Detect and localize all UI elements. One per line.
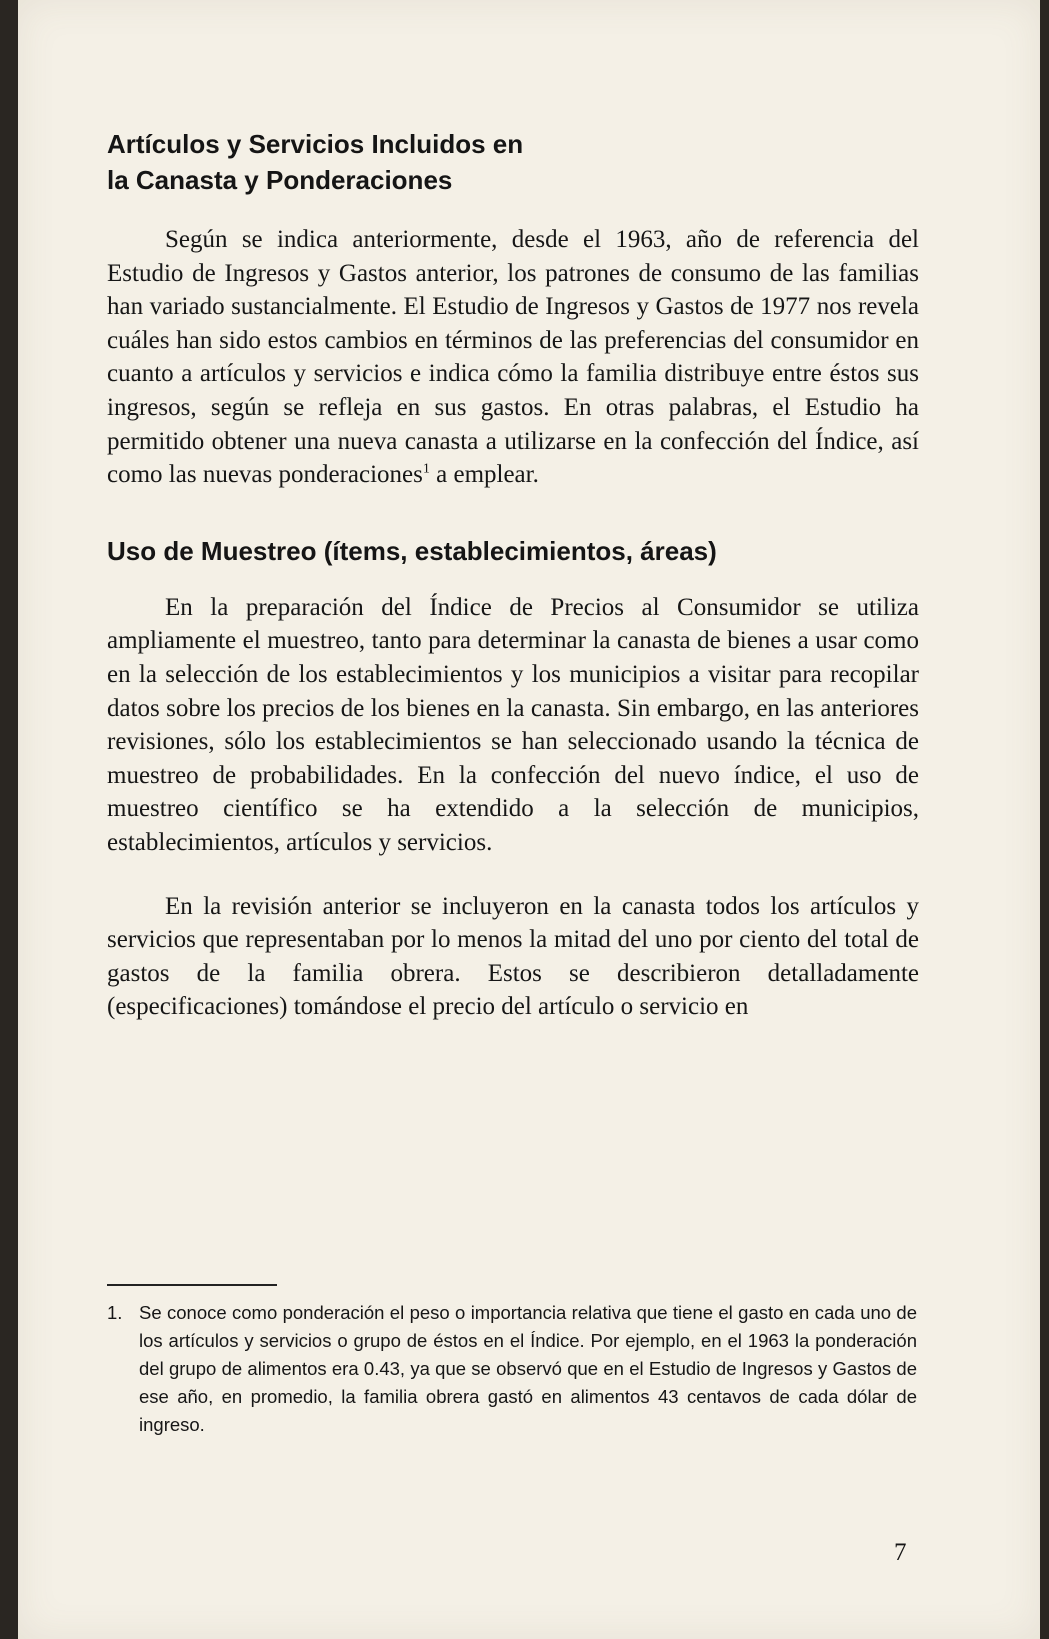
heading-line-2: la Canasta y Ponderaciones <box>107 165 453 195</box>
section-heading-muestreo: Uso de Muestreo (ítems, establecimientos, áreas) <box>107 535 717 566</box>
footnote <box>107 1299 917 1439</box>
footnote-reference: 1 <box>422 461 430 477</box>
paragraph-canasta-end: a emplear. <box>429 461 539 489</box>
footnote-number: 1. <box>107 1302 123 1323</box>
paragraph-canasta-text: Según se indica anteriormente, desde el 1963, año de referencia del Estudio de Ingresos y Gastos anterior, los patrones de consumo de las familias han variado sustancialmente. El Estudio de Ingresos y Gastos de 1977 nos revela cuáles han sido estos cambios en términos de las preferencias del consumidor en cuanto a artículos y servicios e indica cómo la familia distribuye entre éstos sus ingresos, según se refleja en sus gastos. En otras palabras, el Estudio ha permitido obtener una nueva canasta a utilizarse en la confección del Índice, así como las nuevas ponderaciones <box>107 226 919 489</box>
footnote-divider <box>107 1284 277 1286</box>
footnote-text: Se conoce como ponderación el peso o importancia relativa que tiene el gasto en cada uno de los artículos y servicios o grupo de éstos en el Índice. Por ejemplo, en el 1963 la ponderación del grupo de alimentos era 0.43, ya que se observó que en el Estudio de Ingresos y Gastos de ese año, en promedio, la familia obrera gastó en alimentos 43 centavos de cada dólar de ingreso. <box>139 1302 917 1435</box>
document-page <box>18 0 1040 1639</box>
paragraph-muestreo-1: En la preparación del Índice de Precios al Consumidor se utiliza ampliamente el muestreo, tanto para determinar la canasta de bienes a usar como en la selección de los establecimientos y los municipios a visitar para recopilar datos sobre los precios de los bienes en la canasta. Sin embargo, en las anteriores revisiones, sólo los establecimientos se han seleccionado usando la técnica de muestreo de probabilidades. En la confección del nuevo índice, el uso de muestreo científico se ha extendido a la selección de municipios, establecimientos, artículos y servicios. <box>107 593 919 856</box>
section-heading-canasta <box>107 126 919 198</box>
page-number: 7 <box>894 1539 907 1566</box>
paragraph-muestreo-2: En la revisión anterior se incluyeron en la canasta todos los artículos y servicios que representaban por lo menos la mitad del uno por ciento del total de gastos de la familia obrera. Estos se describieron detalladamente (especificaciones) tomándose el precio del artículo o servicio en <box>107 892 919 1021</box>
paragraph-canasta <box>107 223 919 492</box>
heading-line-1: Artículos y Servicios Incluidos en <box>107 129 524 159</box>
main-content <box>107 126 919 1024</box>
